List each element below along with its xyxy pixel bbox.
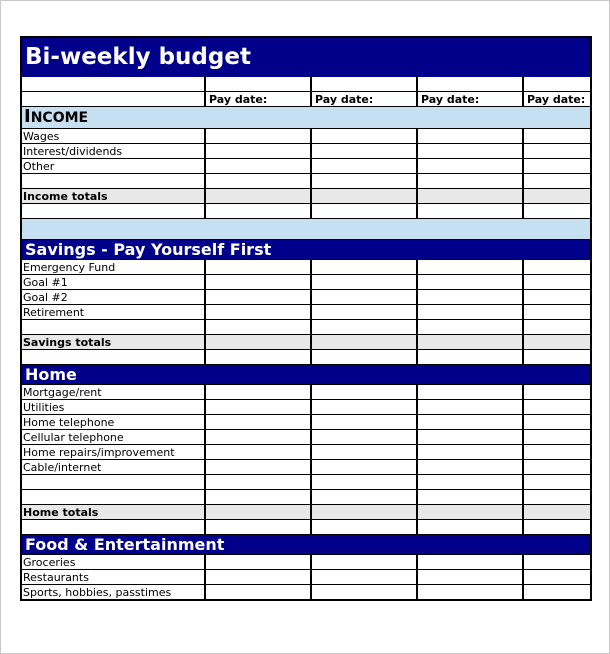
home-row	[21, 460, 591, 475]
savings-label-goal2: Goal #2	[21, 290, 205, 305]
home-label-cable: Cable/internet	[21, 460, 205, 475]
savings-totals-row	[21, 335, 591, 350]
home-label-cellular: Cellular telephone	[21, 430, 205, 445]
home-row	[21, 415, 591, 430]
pay-date-label-3: Pay date:	[417, 92, 523, 107]
section-spacer	[21, 219, 591, 240]
income-totals-row	[21, 189, 591, 204]
food-label-sports: Sports, hobbies, passtimes	[21, 585, 205, 601]
home-totals-row	[21, 505, 591, 520]
savings-row	[21, 260, 591, 275]
blank-row	[21, 475, 591, 490]
pay-date-label-4: Pay date:	[523, 92, 591, 107]
income-label-wages: Wages	[21, 129, 205, 144]
income-section-header	[21, 107, 591, 129]
income-label-other: Other	[21, 159, 205, 174]
blank-row	[21, 490, 591, 505]
home-row	[21, 400, 591, 415]
blank-row	[21, 204, 591, 219]
pay-date-label-1: Pay date:	[205, 92, 311, 107]
blank-row	[21, 520, 591, 535]
food-heading: Food & Entertainment	[21, 535, 591, 555]
income-row	[21, 144, 591, 159]
home-section-header	[21, 365, 591, 385]
food-label-groceries: Groceries	[21, 555, 205, 570]
home-label-mortgage: Mortgage/rent	[21, 385, 205, 400]
food-row	[21, 585, 591, 601]
food-section-header	[21, 535, 591, 555]
blank-row	[21, 77, 591, 92]
budget-sheet	[20, 36, 592, 601]
pay-date-label-2: Pay date:	[311, 92, 417, 107]
home-row	[21, 430, 591, 445]
home-heading: Home	[21, 365, 591, 385]
home-label-utilities: Utilities	[21, 400, 205, 415]
sheet-title: Bi-weekly budget	[21, 37, 591, 77]
home-totals-label: Home totals	[21, 505, 205, 520]
food-row	[21, 570, 591, 585]
blank-row	[21, 350, 591, 365]
savings-section-header	[21, 240, 591, 260]
blank-row	[21, 320, 591, 335]
savings-row	[21, 305, 591, 320]
income-label-interest: Interest/dividends	[21, 144, 205, 159]
income-heading: INCOME	[21, 107, 591, 129]
home-row	[21, 445, 591, 460]
title-row	[21, 37, 591, 77]
savings-row	[21, 290, 591, 305]
income-row	[21, 159, 591, 174]
income-totals-label: Income totals	[21, 189, 205, 204]
savings-totals-label: Savings totals	[21, 335, 205, 350]
food-label-restaurants: Restaurants	[21, 570, 205, 585]
home-label-repairs: Home repairs/improvement	[21, 445, 205, 460]
food-row	[21, 555, 591, 570]
home-label-telephone: Home telephone	[21, 415, 205, 430]
savings-heading: Savings - Pay Yourself First	[21, 240, 591, 260]
income-row	[21, 129, 591, 144]
savings-row	[21, 275, 591, 290]
pay-date-row	[21, 92, 591, 107]
savings-label-goal1: Goal #1	[21, 275, 205, 290]
blank-row	[21, 174, 591, 189]
savings-label-retirement: Retirement	[21, 305, 205, 320]
home-row	[21, 385, 591, 400]
savings-label-emergency: Emergency Fund	[21, 260, 205, 275]
